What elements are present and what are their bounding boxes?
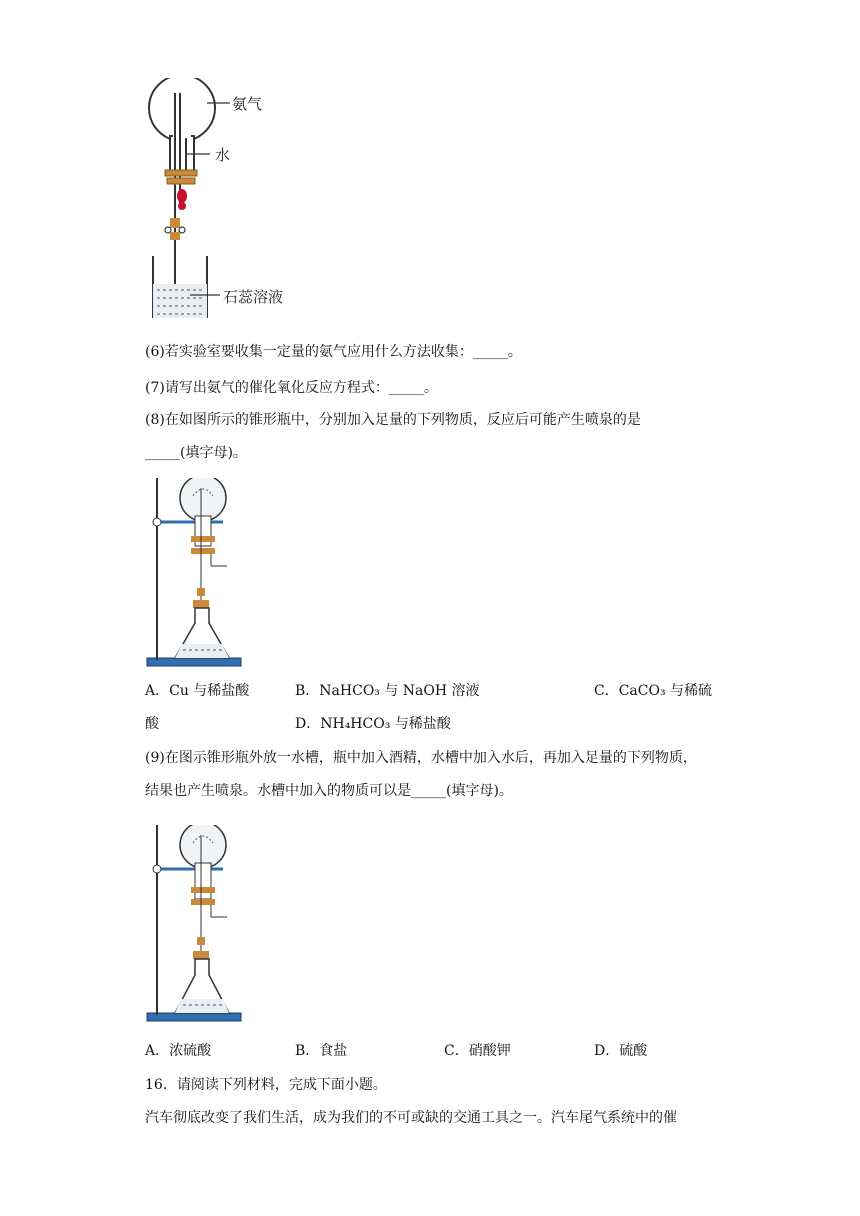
ammonia-fountain-figure	[135, 78, 305, 318]
q9-option-c: C．硝酸钾	[444, 1043, 511, 1059]
label-litmus: 石蕊溶液	[223, 288, 284, 306]
q8-option-a: A．Cu 与稀盐酸	[145, 683, 250, 699]
question-7: (7)请写出氨气的催化氧化反应方程式：_____。	[145, 380, 438, 396]
label-ammonia: 氨气	[232, 95, 263, 113]
fountain-apparatus-figure-1	[143, 478, 253, 673]
question-16-passage: 汽车彻底改变了我们生活，成为我们的不可或缺的交通工具之一。汽车尾气系统中的催	[145, 1110, 677, 1126]
fountain-apparatus-figure-2	[143, 825, 253, 1025]
question-9-line2: 结果也产生喷泉。水槽中加入的物质可以是_____(填字母)。	[145, 783, 513, 799]
question-6: (6)若实验室要收集一定量的氨气应用什么方法收集：_____。	[145, 344, 522, 360]
q9-option-d: D．硫酸	[594, 1043, 648, 1059]
label-water: 水	[215, 146, 231, 164]
q9-option-b: B．食盐	[295, 1043, 348, 1059]
q8-option-c-continuation: 酸	[145, 716, 159, 732]
question-16-intro: 16．请阅读下列材料，完成下面小题。	[145, 1077, 387, 1093]
question-9-line1: (9)在图示锥形瓶外放一水槽，瓶中加入酒精，水槽中加入水后，再加入足量的下列物质，	[145, 750, 697, 766]
q8-option-c: C．CaCO₃ 与稀硫	[594, 683, 713, 699]
q9-option-a: A．浓硫酸	[145, 1043, 212, 1059]
q8-option-d: D．NH₄HCO₃ 与稀盐酸	[295, 716, 451, 732]
q8-option-b: B．NaHCO₃ 与 NaOH 溶液	[295, 683, 480, 699]
question-8-line1: (8)在如图所示的锥形瓶中，分别加入足量的下列物质，反应后可能产生喷泉的是	[145, 412, 641, 428]
question-8-line2: _____(填字母)。	[145, 445, 247, 461]
